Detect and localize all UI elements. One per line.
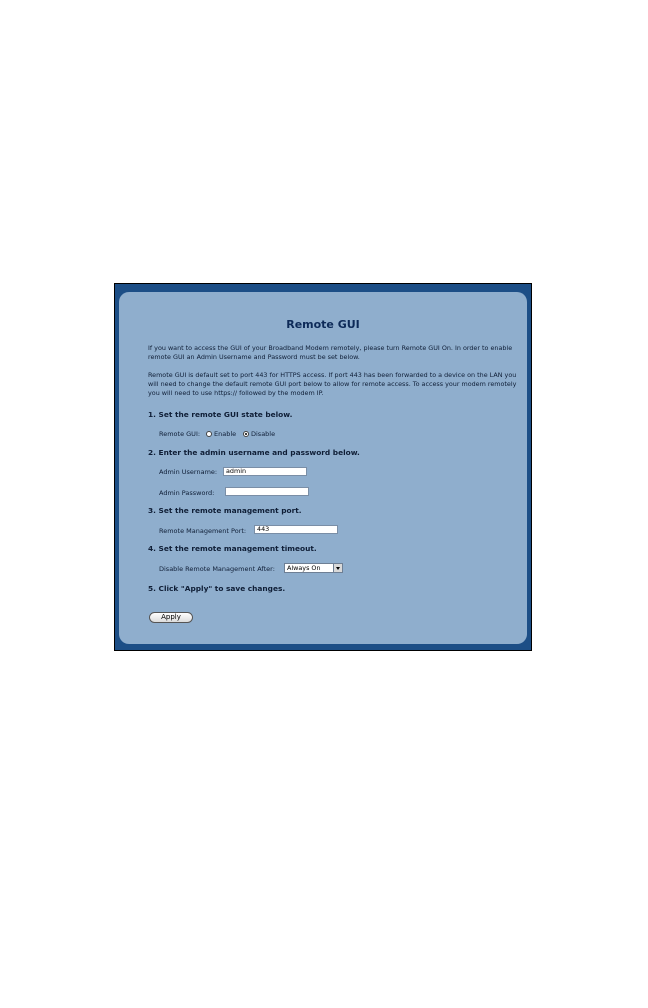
remote-gui-frame [114,283,532,651]
page-title: Remote GUI [286,318,360,331]
info-paragraph: Remote GUI is default set to port 443 for HTTPS access. If port 443 has been forwarded to a device on the LAN you will need to change the default remote GUI port below to allow for remote access. To access your modem remotely you will need to use https:// followed by the modem IP. [148,371,517,397]
port-input[interactable]: 443 [254,525,338,534]
password-label: Admin Password: [159,489,215,497]
disable-label: Disable [251,430,276,438]
step-5-heading: 5. Click "Apply" to save changes. [148,584,286,593]
step-2-heading: 2. Enter the admin username and password below. [148,448,360,457]
step-4-heading: 4. Set the remote management timeout. [148,544,317,553]
apply-button[interactable]: Apply [149,612,193,623]
remote-gui-panel [119,292,527,644]
password-input[interactable] [225,487,309,496]
chevron-down-icon[interactable] [333,564,342,572]
timeout-select[interactable] [284,563,343,573]
intro-paragraph: If you want to access the GUI of your Broadband Modem remotely, please turn Remote GUI On. In order to enable remote GUI an Admin Username and Password must be set below. [148,344,513,361]
step-1-heading: 1. Set the remote GUI state below. [148,410,293,419]
enable-label: Enable [214,430,237,438]
enable-radio[interactable] [206,431,212,437]
port-label: Remote Management Port: [159,527,247,535]
timeout-select-value: Always On [287,564,321,572]
remote-gui-label: Remote GUI: [159,430,201,438]
username-input[interactable]: admin [223,467,307,476]
step-3-heading: 3. Set the remote management port. [148,506,302,515]
timeout-label: Disable Remote Management After: [159,565,275,573]
username-label: Admin Username: [159,468,218,476]
disable-radio[interactable] [243,431,249,437]
